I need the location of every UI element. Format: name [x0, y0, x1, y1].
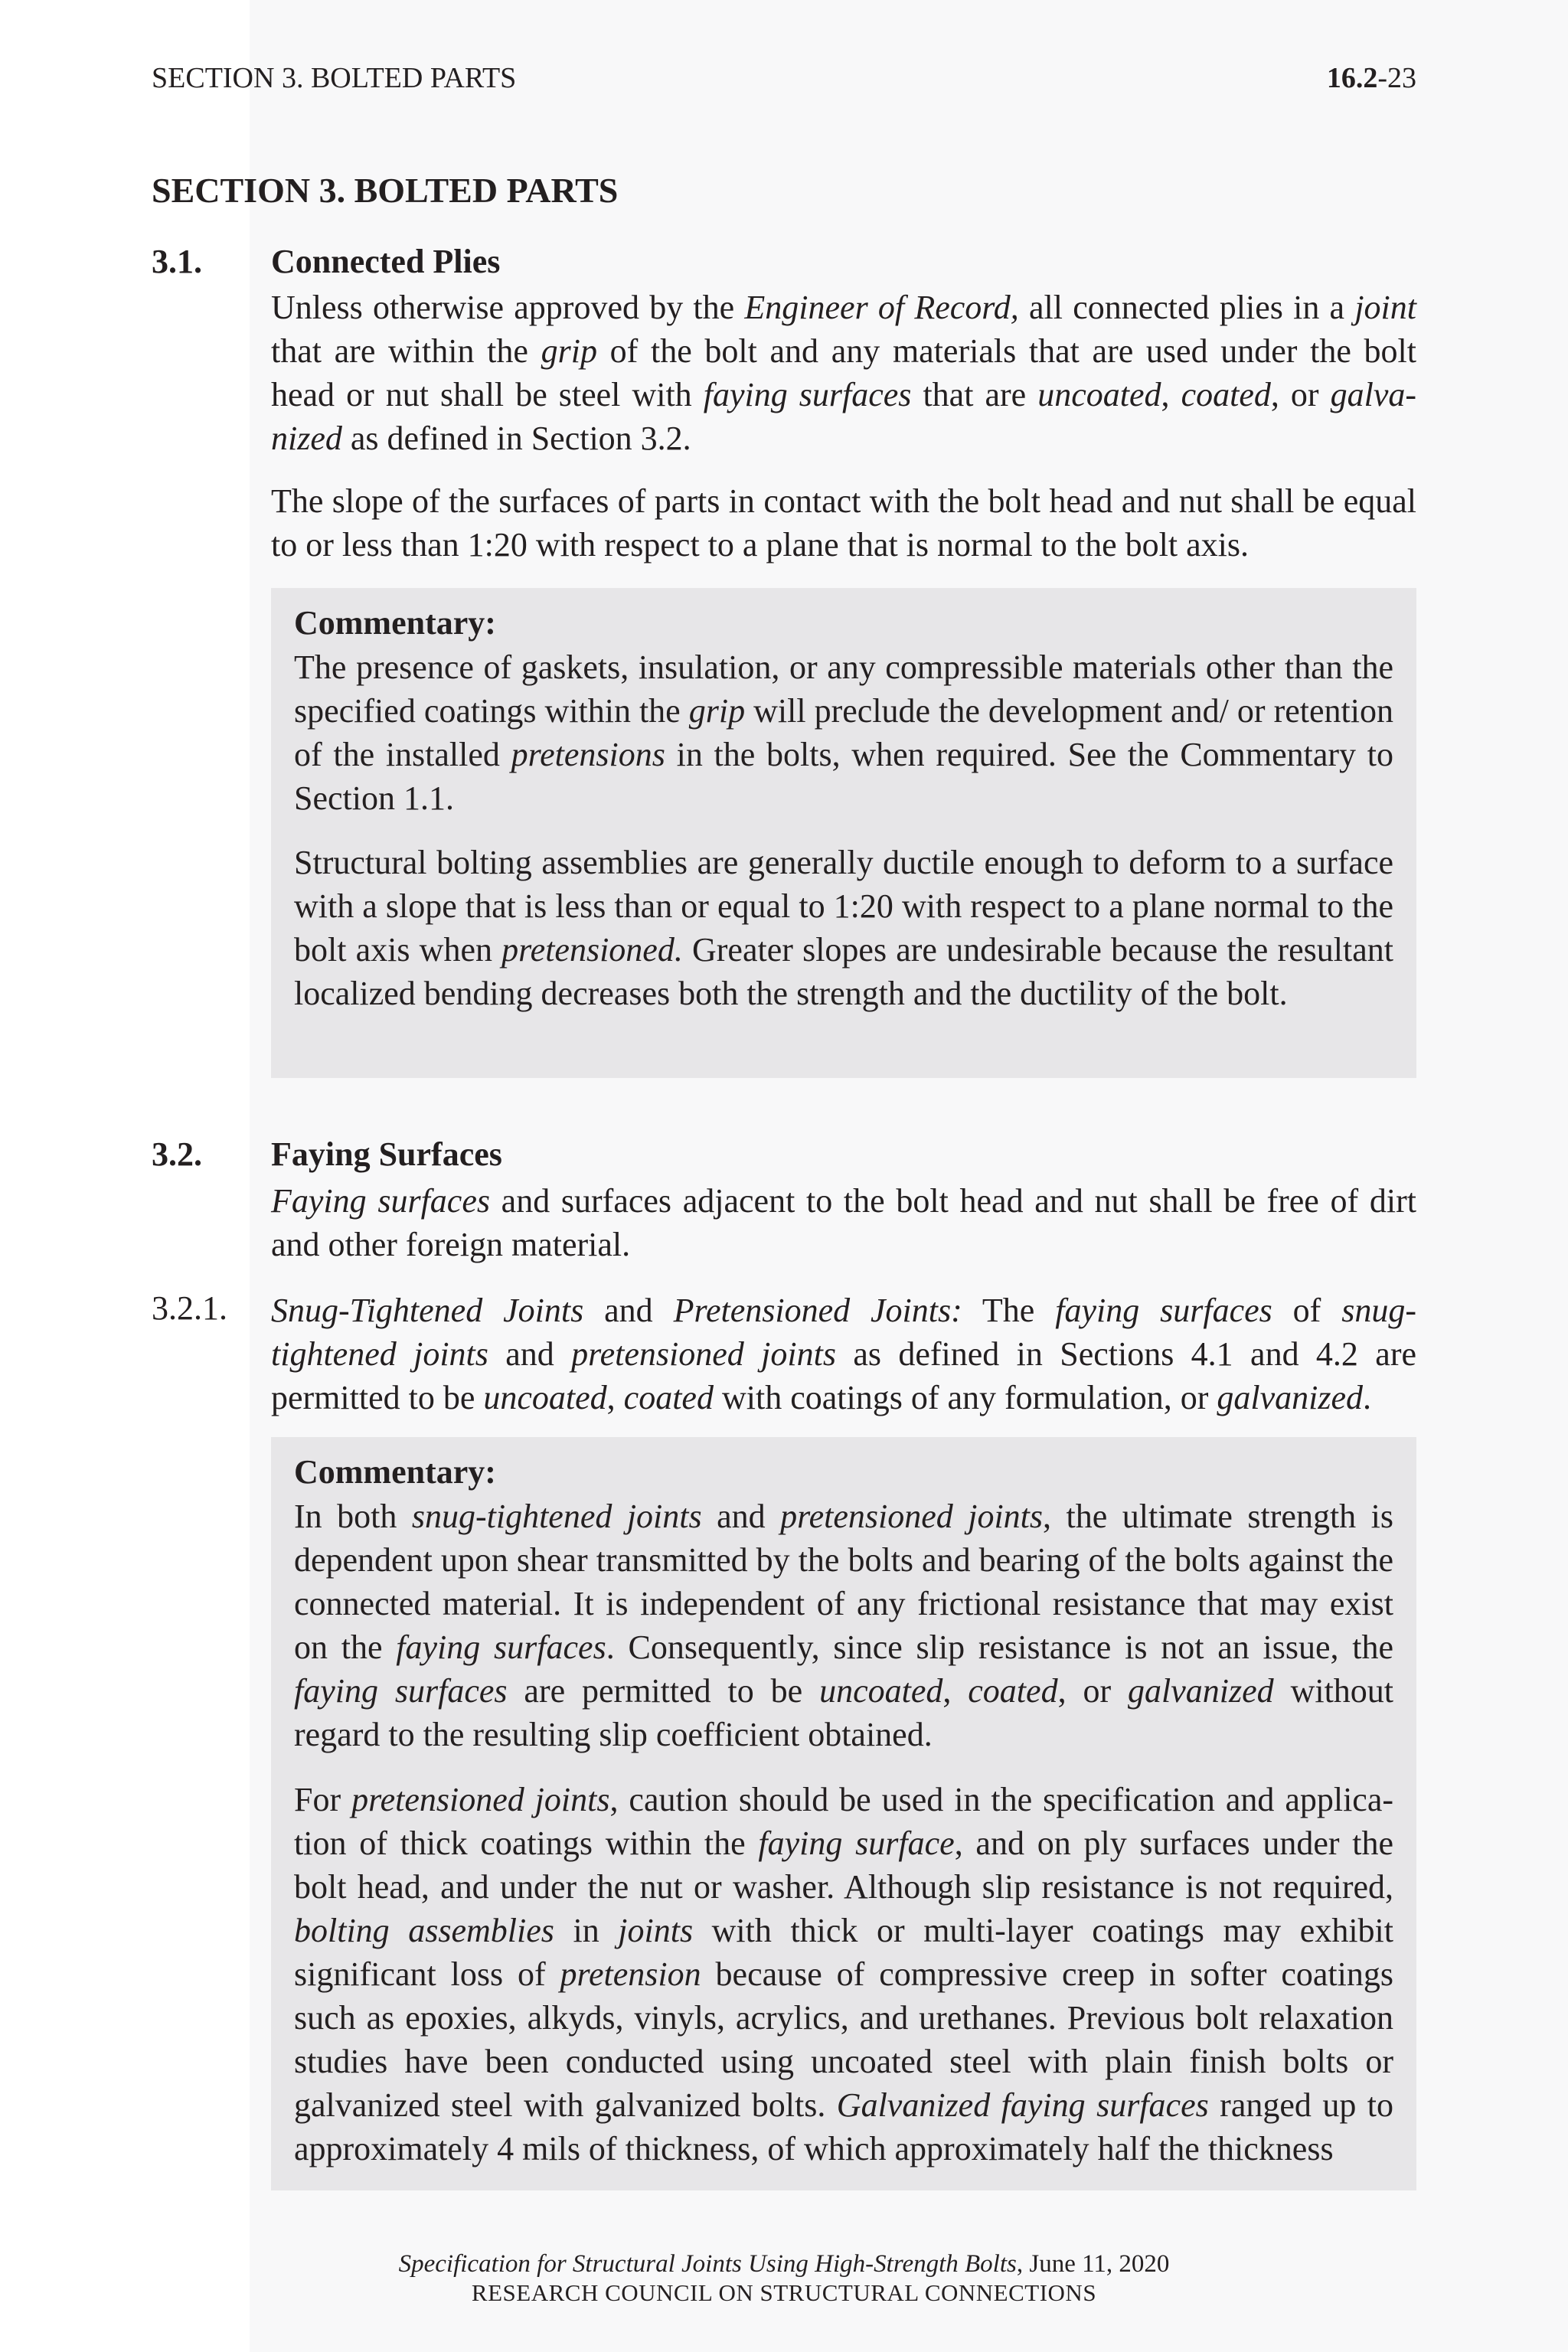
section-3-1-paragraph-2: The slope of the surfaces of parts in contact with the bolt head and nut shall be equal to or less than 1:20 with respect to a plane that is normal to the bolt axis. — [271, 482, 1416, 564]
commentary-2-paragraph-1: In both snug-tightened joints and pretensioned joints, the ultimate strength is dependent upon shear transmitted by the bolts and bearing of the bolts against the connected material. It is independent of any frictional resistance that may exist on the faying surfaces. Consequently, since slip resistance is not an issue, the faying surfaces are permitted to be uncoated, coated, or galvanized without regard to the resulting slip coefficient obtained. — [294, 1498, 1394, 1753]
section-3-2-1-paragraph: Snug-Tightened Joints and Pretensioned Joints: The faying surfaces of snug-tightened joints and pretensioned joints as defined in Sections 4.1 and 4.2 are permitted to be uncoated, coated with coatings of any formulation, or galvanized. — [271, 1292, 1417, 1416]
running-header-section: SECTION 3. BOLTED PARTS — [152, 62, 517, 94]
section-3-1-paragraph-1: Unless otherwise approved by the Engineer of Record, all connected plies in a joint that are within the grip of the bolt and any materials that are used under the bolt head or nut shall be steel with faying surfaces that are uncoated, coated, or galva-nized as defined in Section 3.2. — [271, 289, 1417, 457]
footer-title-line — [0, 2249, 1568, 2278]
section-3-2-heading: Faying Surfaces — [271, 1135, 502, 1173]
section-title: SECTION 3. BOLTED PARTS — [152, 171, 619, 210]
commentary-box-2 — [271, 1437, 1416, 2190]
page-number-chapter: 16.2 — [1326, 62, 1378, 94]
commentary-box-1 — [271, 588, 1416, 1078]
page-number — [1327, 61, 1416, 95]
commentary-2-title: Commentary: — [294, 1453, 496, 1491]
commentary-1-title: Commentary: — [294, 604, 496, 642]
commentary-2-paragraph-2: For pretensioned joints, caution should be used in the specification and applica-tion of thick coatings within the faying surface, and on ply surfaces under the bolt head, and under the nut or washer. Although slip resistance is not required, bolting assemblies in joints with thick or multi-layer coatings may exhibit significant loss of pretension because of compressive creep in softer coatings such as epoxies, alkyds, vinyls, acrylics, and urethanes. Previous bolt relaxation studies have been conducted using uncoated steel with plain finish bolts or galvanized steel with galvanized bolts. Galvanized faying surfaces ranged up to approximately 4 mils of thickness, of which approximately half the thickness — [294, 1781, 1394, 2167]
commentary-1-paragraph-1: The presence of gaskets, insulation, or any compressible materials other than the specified coatings within the grip will preclude the development and/ or retention of the installed pretensions in the bolts, when required. See the Commentary to Section 1.1. — [294, 648, 1393, 817]
section-3-2-number: 3.2. — [152, 1135, 202, 1173]
section-3-1-heading: Connected Plies — [271, 243, 501, 280]
section-3-1-number: 3.1. — [152, 243, 202, 280]
footer-date: , June 11, 2020 — [1016, 2250, 1170, 2278]
section-3-2-1-number: 3.2.1. — [152, 1289, 227, 1327]
running-header — [152, 61, 1416, 100]
page-number-page: -23 — [1377, 62, 1416, 94]
page-footer — [0, 2249, 1568, 2308]
commentary-1-paragraph-2: Structural bolting assemblies are generally ductile enough to deform to a surface with a slope that is less than or equal to 1:20 with respect to a plane normal to the bolt axis when pretensioned. Greater slopes are undesirable because the resultant localized bending decreases both the strength and the ductility of the bolt. — [294, 844, 1393, 1012]
footer-spec-title: Specification for Structural Joints Using High-Strength Bolts — [398, 2250, 1017, 2278]
section-3-2-paragraph: Faying surfaces and surfaces adjacent to the bolt head and nut shall be free of dirt and other foreign material. — [271, 1182, 1416, 1263]
footer-organization: RESEARCH COUNCIL ON STRUCTURAL CONNECTIONS — [471, 2279, 1097, 2306]
